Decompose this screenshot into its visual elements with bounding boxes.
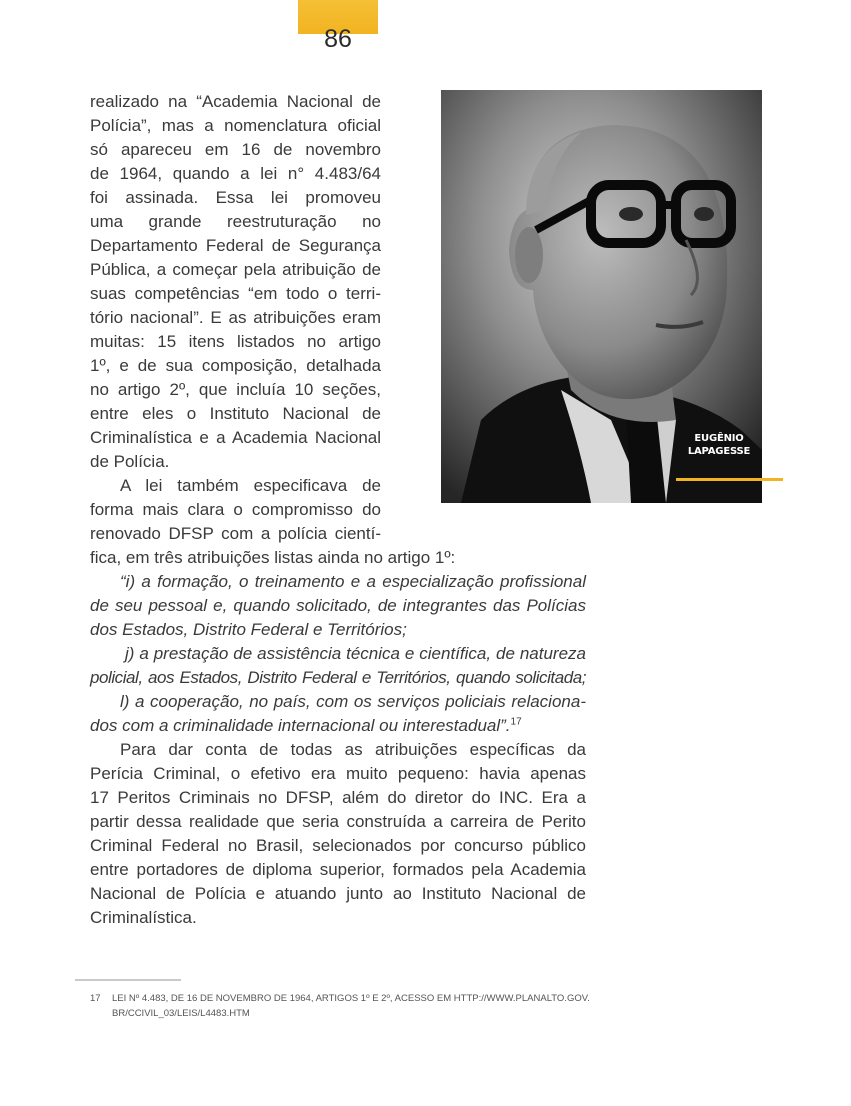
body-line: fica, em três atribuições listas ainda no artigo 1º: — [90, 548, 456, 567]
body-line: Criminal Federal no Brasil, selecionados por concurso público — [90, 836, 586, 855]
body-line: 17 Peritos Criminais no DFSP, além do diretor do INC. Era a — [90, 788, 586, 807]
photo-caption — [676, 432, 762, 458]
footnote-text — [112, 991, 612, 1021]
body-line: só apareceu em 16 de novembro — [90, 140, 381, 159]
body-line: tório nacional”. E as atribuições eram — [90, 308, 381, 327]
footnote-ref[interactable]: 17 — [510, 716, 522, 728]
body-line: realizado na “Academia Nacional de — [90, 92, 381, 111]
body-line: foi assinada. Essa lei promoveu — [90, 188, 381, 207]
quote-line: l) a cooperação, no país, com os serviços policiais relaciona- — [120, 692, 586, 711]
body-line: Pública, a começar pela atribuição de — [90, 260, 381, 279]
footnote-line[interactable]: BR/CCIVIL_03/LEIS/L4483.HTM — [112, 1008, 250, 1019]
body-line: partir dessa realidade que seria construída a carreira de Perito — [90, 812, 586, 831]
caption-accent-bar — [676, 478, 783, 481]
footnote-number: 17 — [90, 993, 101, 1004]
body-line: Polícia”, mas a nomenclatura oficial — [90, 116, 381, 135]
body-line: Departamento Federal de Segurança — [90, 236, 381, 255]
body-line: Para dar conta de todas as atribuições específicas da — [120, 740, 586, 759]
body-line: uma grande reestruturação no — [90, 212, 381, 231]
body-line: Criminalística e a Academia Nacional — [90, 428, 381, 447]
body-line: suas competências “em todo o terri- — [90, 284, 381, 303]
body-line: de 1964, quando a lei n° 4.483/64 — [90, 164, 381, 183]
footnote-line[interactable]: LEI Nº 4.483, DE 16 DE NOVEMBRO DE 1964, ARTIGOS 1º E 2º, ACESSO EM HTTP://WWW.PLANALTO.GOV. — [112, 993, 590, 1004]
body-line: entre portadores de diploma superior, formados pela Academia — [90, 860, 586, 879]
quote-line: policial, aos Estados, Distrito Federal e Territórios, quando solicitada; — [90, 668, 586, 687]
body-line: A lei também especificava de — [120, 476, 381, 495]
quote-line: de seu pessoal e, quando solicitado, de integrantes das Polícias — [90, 596, 586, 615]
body-line: renovado DFSP com a polícia cientí- — [90, 524, 381, 543]
body-line: muitas: 15 itens listados no artigo — [90, 332, 381, 351]
body-line: entre eles o Instituto Nacional de — [90, 404, 381, 423]
body-line: 1º, e de sua composição, detalhada — [90, 356, 381, 375]
caption-last-name: LAPAGESSE — [687, 446, 751, 457]
page-number: 86 — [324, 25, 352, 53]
quote-line: j) a prestação de assistência técnica e científica, de natureza — [125, 644, 586, 663]
body-line: Criminalística. — [90, 908, 197, 927]
body-line: Nacional de Polícia e atuando junto ao Instituto Nacional de — [90, 884, 586, 903]
quote-line: dos Estados, Distrito Federal e Territórios; — [90, 620, 407, 639]
quote-line: dos com a criminalidade internacional ou interestadual”. — [90, 716, 511, 735]
quote-last-line — [90, 714, 522, 738]
body-line: no artigo 2º, que incluía 10 seções, — [90, 380, 381, 399]
caption-first-name: EUGÊNIO — [694, 433, 744, 444]
footnote-divider — [75, 979, 181, 981]
quote-line: “i) a formação, o treinamento e a especialização profissional — [120, 572, 586, 591]
body-line: forma mais clara o compromisso do — [90, 500, 381, 519]
body-line: de Polícia. — [90, 452, 170, 471]
body-line: Perícia Criminal, o efetivo era muito pequeno: havia apenas — [90, 764, 586, 783]
